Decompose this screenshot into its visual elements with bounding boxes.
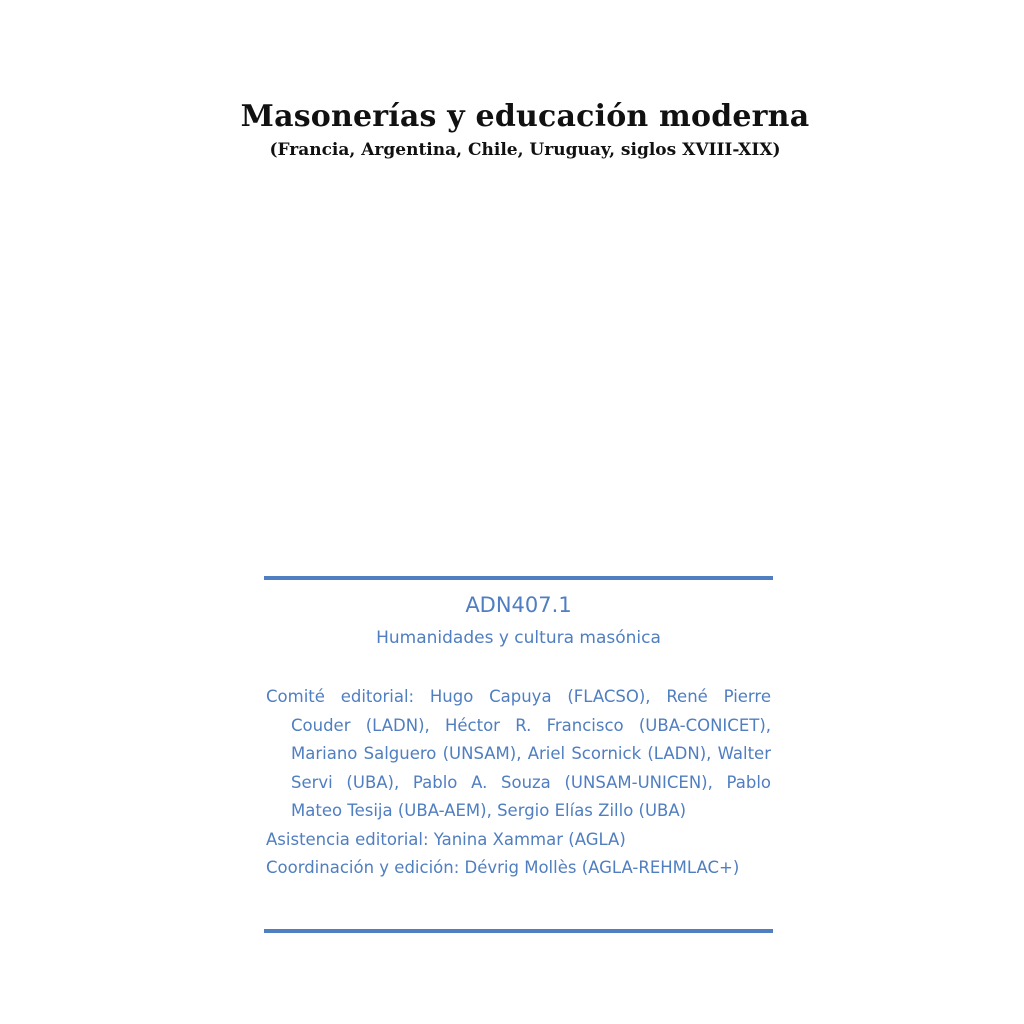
title-block — [0, 96, 1024, 162]
top-divider — [264, 576, 773, 580]
bottom-divider — [264, 929, 773, 933]
credits-block — [266, 683, 771, 883]
series-name: Humanidades y cultura masónica — [376, 628, 661, 648]
coordination-edition: Coordinación y edición: Dévrig Mollès (AGLA-REHMLAC+) — [266, 858, 740, 877]
series-block — [264, 590, 773, 650]
book-title: Masonerías y educación moderna — [240, 99, 810, 134]
series-code: ADN407.1 — [465, 593, 572, 617]
editorial-committee: Comité editorial: Hugo Capuya (FLACSO), René Pierre Couder (LADN), Héctor R. Francisco (UBA-CONICET), Mariano Salguero (UNSAM), Ariel Scornick (LADN), Walter Servi (UBA), Pablo A. Souza (UNSAM-UNICEN), Pablo Mateo Tesija (UBA-AEM), Sergio Elías Zillo (UBA) — [266, 687, 771, 820]
book-subtitle: (Francia, Argentina, Chile, Uruguay, siglos XVIII-XIX) — [269, 140, 781, 160]
editorial-assistance: Asistencia editorial: Yanina Xammar (AGLA) — [266, 829, 626, 849]
